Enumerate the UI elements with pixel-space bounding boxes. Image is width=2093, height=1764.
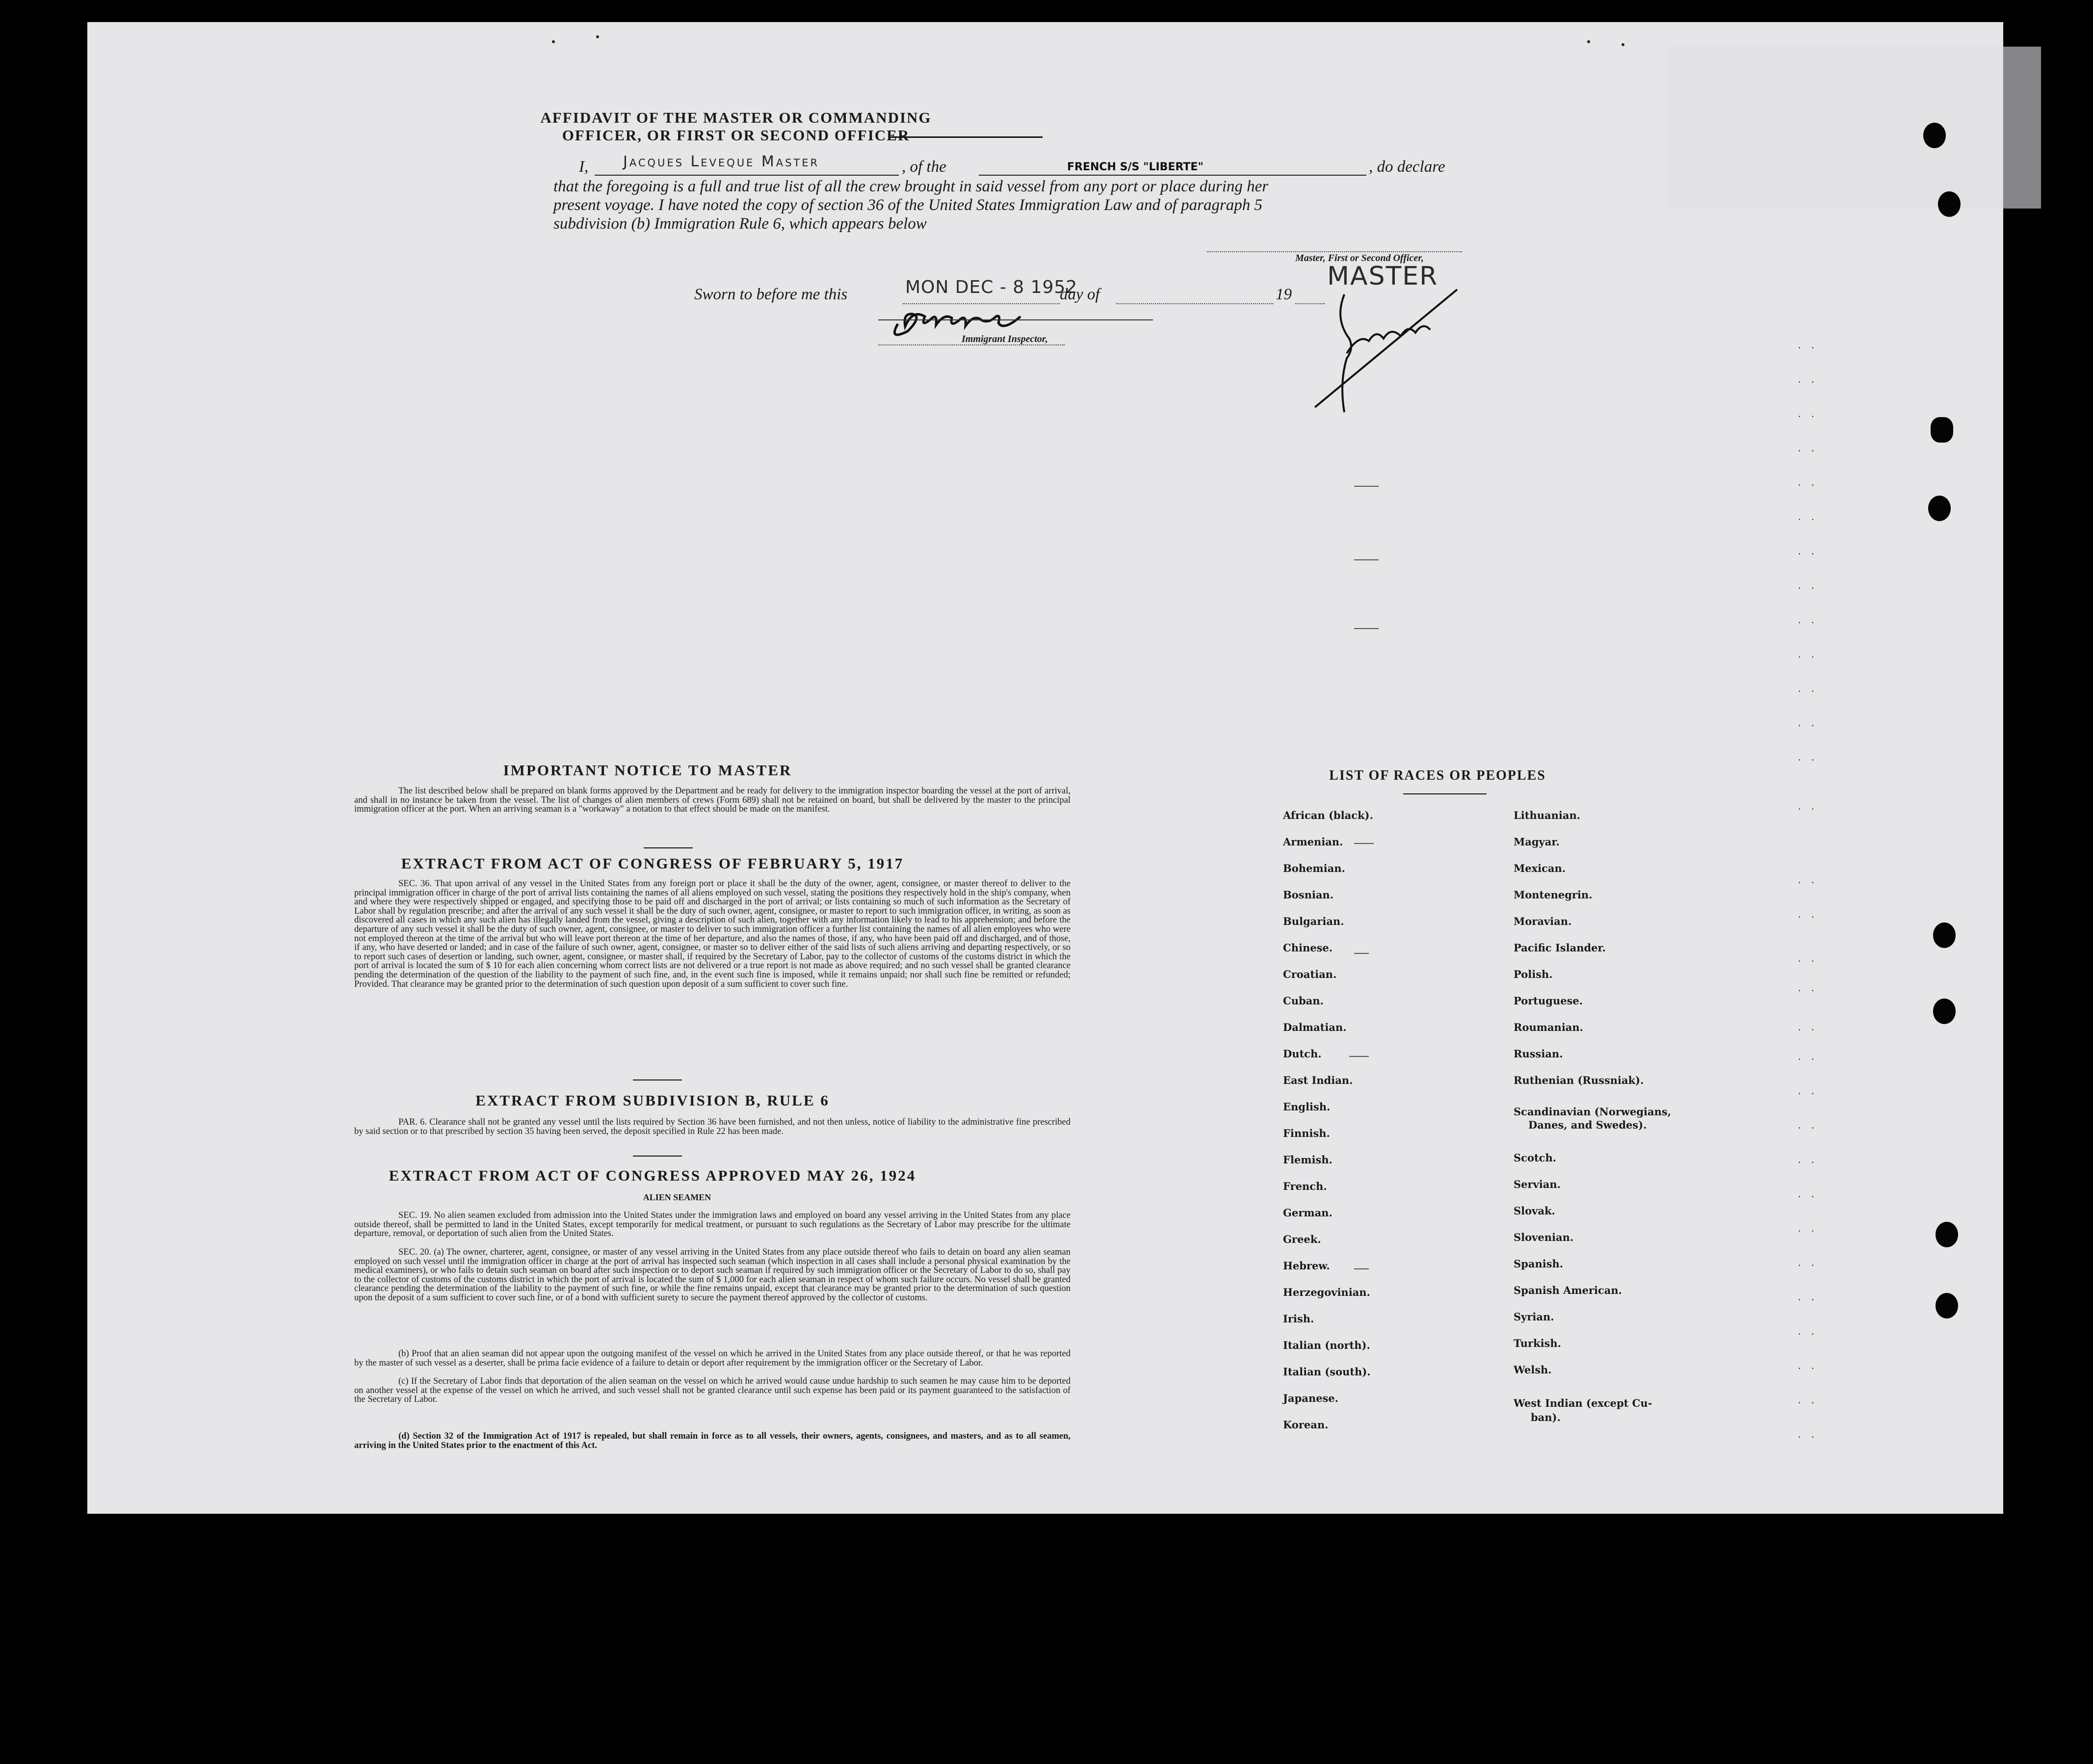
race-item: Roumanian. [1514,1021,1583,1033]
sworn-label: Sworn to before me this [694,286,848,303]
race-item: English. [1283,1101,1331,1113]
race-item: Bosnian. [1283,889,1334,901]
dot-mark: . . [1798,981,1818,994]
race-item: Danes, and Swedes). [1528,1119,1647,1131]
paragraph-6-text: PAR. 6. Clearance shall not be granted any vessel until the lists required by Section 36 have been furnished, and not then unless, notice of liability to the administrative fine prescribed by said section or to that prescribed by section 35 having been served, the deposit specified in Rule 22 has been made. [354,1117,1071,1136]
race-item: Italian (south). [1283,1366,1371,1378]
race-item: Scandinavian (Norwegians, [1514,1106,1672,1118]
master-signature [1305,285,1472,417]
day-of-label: day of [1060,286,1100,303]
race-item: Cuban. [1283,995,1324,1007]
dot-mark: . . [1798,476,1818,488]
dot-mark: . . [1798,648,1818,660]
title-underline [890,136,1043,138]
leader-dash [1349,1056,1369,1057]
bleed-through-area [1668,47,2041,209]
race-item: Bulgarian. [1283,915,1344,927]
master-name: Jacques Leveque Master [623,153,820,170]
year-label: 19 [1276,286,1292,303]
race-item: African (black). [1283,809,1373,821]
section-divider [633,1079,682,1080]
dot-mark: . . [1798,1153,1818,1165]
dot-mark: . . [1798,579,1818,591]
section-divider [644,847,693,848]
dot-mark: . . [1798,1084,1818,1097]
vessel-fill-line [979,175,1366,176]
race-item: Servian. [1514,1178,1561,1190]
race-item: Greek. [1283,1233,1321,1245]
race-item: Japanese. [1283,1392,1338,1404]
affidavit-line-1-start: I, [579,158,589,176]
leader-dash [1354,843,1374,844]
race-item: Montenegrin. [1514,889,1593,901]
punch-hole [1931,417,1953,443]
scan-speck [552,40,555,43]
race-item: Magyar. [1514,836,1560,848]
race-item: Slovak. [1514,1205,1555,1217]
race-item: Flemish. [1283,1154,1333,1166]
section-20d-text: (d) Section 32 of the Immigration Act of 1917 is repealed, but shall remain in force as to all vessels, their owners, agents, consignees, and masters, and as to all seamen, arriving in the United States prior to the enactment of this Act. [354,1431,1071,1450]
affidavit-title: AFFIDAVIT OF THE MASTER OR COMMANDING OFFICER, OR FIRST OR SECOND OFFICER [540,109,932,144]
punch-hole [1938,191,1961,217]
dot-mark: . . [1798,1119,1818,1131]
dot-mark: . . [1798,545,1818,557]
dot-mark: . . [1798,1021,1818,1033]
date-stamp: MON DEC - 8 1952 [905,277,1078,297]
dot-mark: . . [1798,716,1818,729]
race-item: Slovenian. [1514,1231,1574,1243]
dot-mark: . . [1798,1187,1818,1200]
dot-mark: . . [1798,373,1818,385]
name-fill-line [595,175,899,176]
race-item: Croatian. [1283,968,1337,980]
race-item: Welsh. [1514,1364,1552,1376]
notice-paragraph: The list described below shall be prepared on blank forms approved by the Department and be ready for delivery to the immigration inspector boarding the vessel at the port of arrival, and shall in no instance be taken from the vessel. The list of changes of alien members of crews (Form 689) shall not be retained on board, but shall be delivered by the master to the principal immigration officer at the port. When an arriving seaman is a "workaway" a notation to that effect should be made on the manifest. [354,786,1071,815]
dot-mark: . . [1798,339,1818,351]
punch-hole [1923,123,1946,148]
race-item: Pacific Islander. [1514,942,1606,954]
races-title: LIST OF RACES OR PEOPLES [1329,768,1546,783]
punch-hole [1933,999,1956,1024]
dot-mark: . . [1798,407,1818,420]
leader-dash [1354,1268,1369,1269]
section-divider [633,1156,682,1157]
notice-title: IMPORTANT NOTICE TO MASTER [503,762,792,779]
officer-signature-line [1207,251,1462,252]
race-item: Syrian. [1514,1311,1554,1323]
race-item: Dalmatian. [1283,1021,1347,1033]
race-item: Italian (north). [1283,1339,1370,1351]
affidavit-line-3: present voyage. I have noted the copy of section 36 of the United States Immigration Law and of paragraph 5 [553,196,1263,214]
extract-rule6-title: EXTRACT FROM SUBDIVISION B, RULE 6 [475,1092,830,1109]
do-declare-label: , do declare [1369,158,1445,176]
race-item: Lithuanian. [1514,809,1581,821]
affidavit-line-4: subdivision (b) Immigration Rule 6, which appears below [553,215,927,233]
section-19-text: SEC. 19. No alien seamen excluded from admission into the United States under the immigration laws and employed on board any vessel arriving in the United States from any place outside thereof, shall be permitted to land in the United States, except temporarily for medical treatment, or pursuant to such regulations as the Secretary of Labor may prescribe for the ultimate departure, removal, or deportation of such alien from the United States. [354,1211,1071,1239]
race-item: Turkish. [1514,1337,1561,1349]
race-item: ban). [1531,1411,1561,1423]
dot-mark: . . [1798,682,1818,694]
dot-mark: . . [1798,873,1818,886]
dot-mark: . . [1798,908,1818,920]
races-title-rule [1403,793,1487,794]
race-item: Moravian. [1514,915,1572,927]
section-36-text: SEC. 36. That upon arrival of any vessel in the United States from any foreign port or place it shall be the duty of the owner, agent, consignee, or master thereof to deliver to the principal immigration officer in charge of the port of arrival lists containing the names of all aliens employed on such vessel, stating the positions they respectively hold in the ship's company, when and where they were respectively shipped or engaged, and specifying those to be paid off and discharged in the port of arrival; or lists containing so much of such information as the Secretary of Labor shall by regulation prescribe; and after the arrival of any such vessel it shall be the duty of such owner, agent, consignee, or master to report to such immigration officer, in writing, as soon as discovered all cases in which any such alien has illegally landed from the vessel, giving a description of such alien, together with any information likely to lead to his apprehension; and before the departure of any such vessel it shall be the duty of such owner, agent, consignee, or master to deliver to such immigration officer a further list containing the names of all alien employees who were not employed thereon at the time of the arrival but who will leave port thereon at the time of her departure, and also the names of those, if any, who have been paid off and discharged, and of those, if any, who have deserted or landed; and in case of the failure of such owner, agent, consignee, or master so to deliver either of the said lists of such aliens arriving and departing respectively, or so to report such cases of desertion or landing, such owner, agent, consignee, or master shall, if required by the Secretary of Labor, pay to the collector of customs of the customs district in which the port of arrival is located the sum of $ 10 for each alien concerning whom correct lists are not delivered or a true report is not made as above required; and no such vessel shall be granted clearance pending the determination of the question of the liability to the payment of such fine, and, in the event such fine is imposed, while it remains unpaid; nor shall such fine be remitted or refunded; Provided. That clearance may be granted prior to the determination of such question upon deposit of a sum sufficient to cover such fine. [354,879,1071,989]
officer-caption: Master, First or Second Officer, [1295,253,1424,263]
extract-1924-title: EXTRACT FROM ACT OF CONGRESS APPROVED MAY 26, 1924 [389,1167,916,1184]
race-item: French. [1283,1180,1327,1192]
affidavit-line-2: that the foregoing is a full and true list of all the crew brought in said vessel from any port or place during her [553,178,1269,195]
punch-hole [1928,496,1951,521]
punch-hole [1933,922,1956,948]
race-item: Finnish. [1283,1127,1330,1139]
race-item: Chinese. [1283,942,1333,954]
dot-mark: . . [1798,1325,1818,1337]
scan-speck [1587,40,1590,43]
section-20b-text: (b) Proof that an alien seaman did not appear upon the outgoing manifest of the vessel on which he arrived in the United States from any place outside thereof, or that he was reported by the master of such vessel as a deserter, shall be prima facie evidence of a failure to detain or deport after requirement by the immigration officer or the Secretary of Labor. [354,1349,1071,1368]
race-item: Hebrew. [1283,1260,1330,1272]
race-item: East Indian. [1283,1074,1353,1086]
scan-speck [1622,43,1624,46]
dot-mark: . . [1798,1394,1818,1406]
master-stamp: MASTER [1327,262,1439,291]
dot-mark: . . [1798,510,1818,523]
leader-dash [1354,486,1379,487]
race-item: Spanish. [1514,1258,1564,1270]
punch-hole [1936,1293,1958,1318]
scan-speck [596,35,599,38]
leader-dash [1354,953,1369,954]
dot-mark: . . [1798,442,1818,454]
dot-mark: . . [1798,1256,1818,1268]
inspector-caption: Immigrant Inspector, [962,334,1048,344]
leader-dash [1354,559,1379,560]
race-item: Bohemian. [1283,862,1345,874]
race-item: Portuguese. [1514,995,1583,1007]
section-20c-text: (c) If the Secretary of Labor finds that deportation of the alien seaman on the vessel on which he arrived would cause undue hardship to such seamen he may cause him to be deported on another vessel at the expense of the vessel on which he arrived, and such vessel shall not be granted clearance until such expense has been paid or its payment guaranteed to the satisfaction of the Secretary of Labor. [354,1376,1071,1405]
alien-seamen-subtitle: ALIEN SEAMEN [643,1192,711,1202]
race-item: Polish. [1514,968,1553,980]
dot-mark: . . [1798,751,1818,763]
race-item: Irish. [1283,1313,1314,1325]
race-item: Spanish American. [1514,1284,1622,1296]
dot-mark: . . [1798,1428,1818,1440]
dot-mark: . . [1798,1290,1818,1303]
race-item: Armenian. [1283,836,1343,848]
dot-mark: . . [1798,1050,1818,1062]
dot-mark: . . [1798,952,1818,964]
dot-mark: . . [1798,1222,1818,1234]
race-item: Herzegovinian. [1283,1286,1370,1298]
of-the-label: , of the [902,158,946,176]
race-item: German. [1283,1207,1333,1219]
race-item: Scotch. [1514,1152,1557,1164]
vessel-name: FRENCH S/S "LIBERTE" [1067,161,1203,173]
race-item: Dutch. [1283,1048,1322,1060]
extract-1917-title: EXTRACT FROM ACT OF CONGRESS OF FEBRUARY 5, 1917 [401,855,904,872]
dot-mark: . . [1798,613,1818,626]
dot-mark: . . [1798,800,1818,812]
race-item: Ruthenian (Russniak). [1514,1074,1644,1086]
race-item: Korean. [1283,1419,1329,1431]
race-item: Mexican. [1514,862,1566,874]
race-item: West Indian (except Cu- [1514,1397,1652,1409]
section-20a-text: SEC. 20. (a) The owner, charterer, agent, consignee, or master of any vessel arriving in the United States from any place outside thereof who fails to detain on board any alien seaman employed on such vessel until the immigration officer in charge at the port of arrival has inspected such seaman (which inspection in all cases shall include a personal physical examination by the medical examiners), or who fails to detain such seaman on board after such inspection or to deport such seaman if required by such immigration officer or the Secretary of Labor to do so, shall pay to the collector of customs of the customs district in which the port of arrival is located the sum of $ 1,000 for each alien seaman in respect of whom such failure occurs. No vessel shall be granted clearance pending the determination of the liability to the payment of such fine, or while the fine remains unpaid, except that clearance may be granted prior to the determination of such question upon the deposit of a sum sufficient to cover such fine, or of a bond with sufficient surety to secure the payment thereof approved by the collector of customs. [354,1247,1071,1303]
punch-hole [1936,1222,1958,1247]
leader-dash [1354,628,1379,629]
race-item: Russian. [1514,1048,1563,1060]
dot-mark: . . [1798,1359,1818,1371]
